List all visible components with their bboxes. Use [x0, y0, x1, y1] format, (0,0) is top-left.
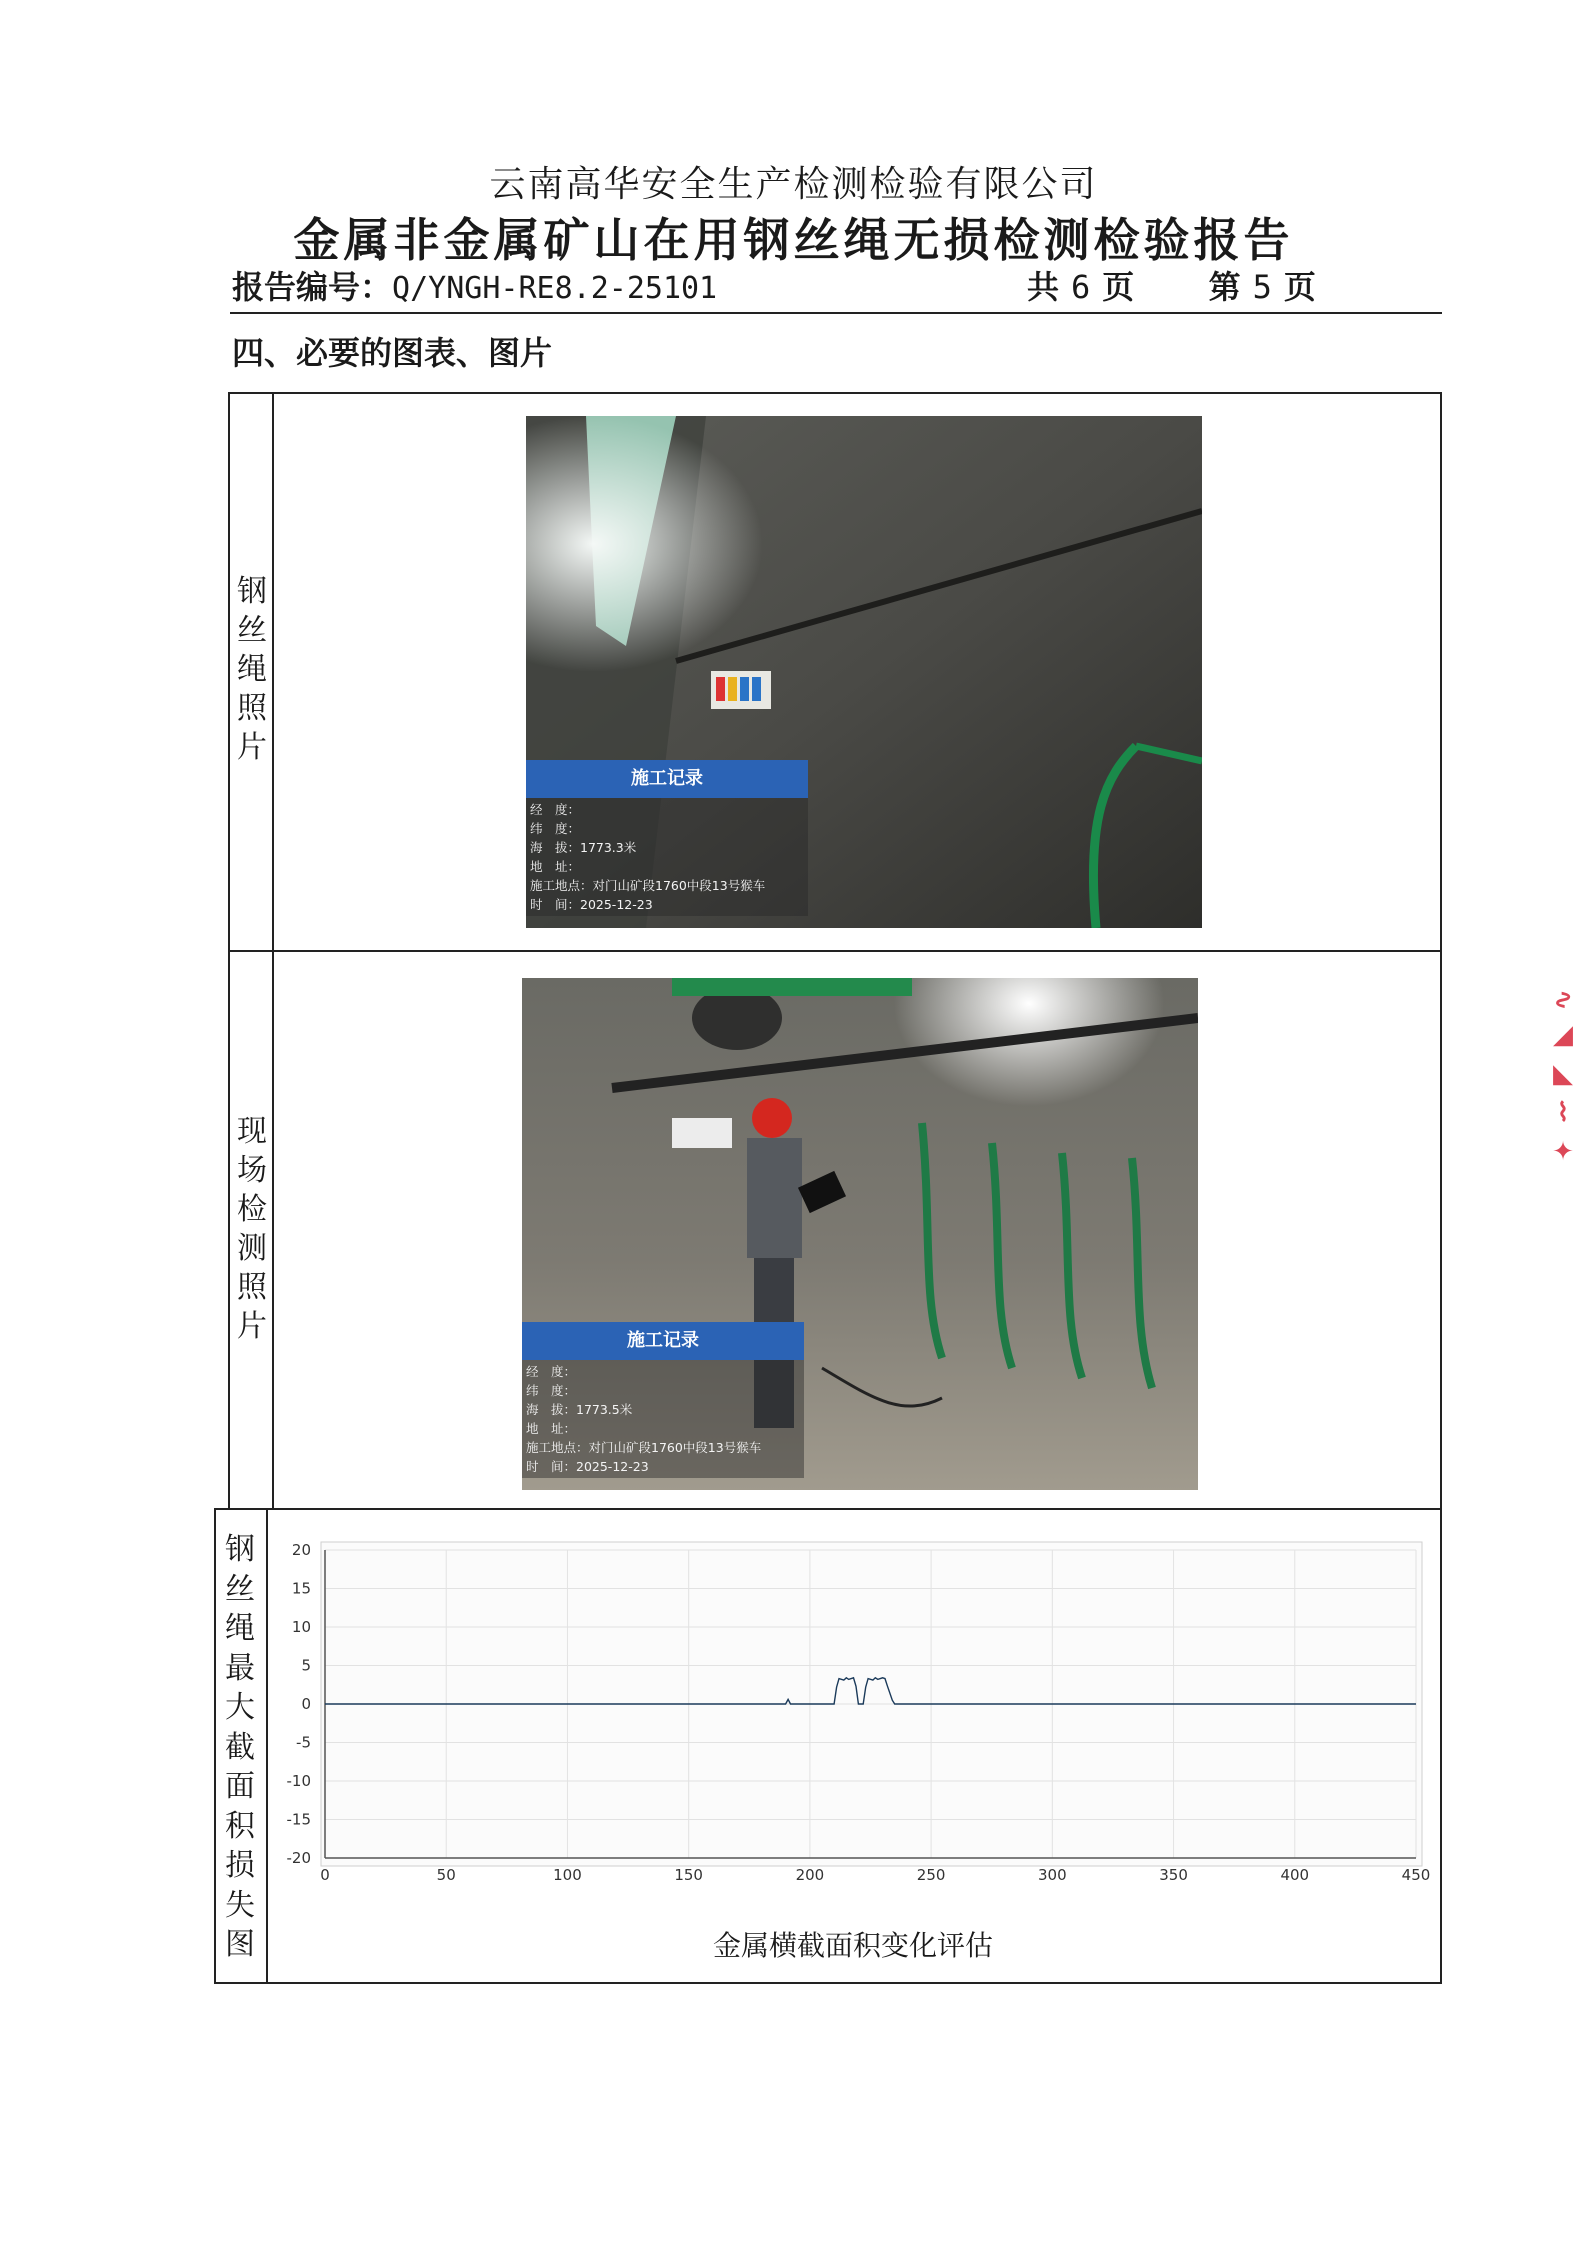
- loss-chart-label: 钢 丝 绳 最 大 截 面 积 损 失 图: [225, 1532, 255, 1962]
- table-left-border-top: [228, 392, 230, 1510]
- company-name: 云南高华安全生产检测检验有限公司: [489, 164, 1098, 205]
- y-tick-label: 5: [301, 1656, 311, 1675]
- section-loss-chart: [270, 1518, 1436, 1898]
- photo2-latitude: 纬 度：: [526, 1383, 577, 1398]
- x-tick-label: 350: [1159, 1866, 1188, 1884]
- rope-photo-label: 钢 丝 绳 照 片: [237, 574, 267, 765]
- table-right-border: [1440, 392, 1442, 1984]
- photo1-address: 地 址：: [530, 859, 581, 874]
- table-left-border-bottom: [214, 1508, 216, 1984]
- photo1-time: 时 间：2025-12-23: [530, 897, 653, 912]
- y-tick-label: -10: [286, 1772, 311, 1790]
- report-number-value: Q/YNGH-RE8.2-25101: [392, 271, 718, 306]
- photo1-longitude: 经 度：: [530, 802, 581, 817]
- photo2-longitude: 经 度：: [526, 1364, 577, 1379]
- site-inspection-photo: [522, 978, 1198, 1490]
- x-tick-label: 100: [553, 1866, 582, 1884]
- total-pages-suffix: 页: [1102, 268, 1135, 306]
- photo2-overlay-fields: [522, 1360, 804, 1478]
- header-rule: [230, 312, 1442, 314]
- photo2-altitude: 海 拔：1773.5米: [526, 1402, 633, 1417]
- x-tick-label: 150: [674, 1866, 703, 1884]
- wire-rope-photo: [526, 416, 1202, 928]
- photo1-overlay-title: 施工记录: [526, 760, 808, 798]
- y-tick-label: -5: [296, 1733, 311, 1752]
- photo1-overlay-fields: [526, 798, 808, 916]
- current-page: 5: [1252, 268, 1272, 306]
- report-number: [232, 262, 717, 308]
- photo1-site: 施工地点：对门山矿段1760中段13号猴车: [530, 878, 766, 893]
- report-number-label: 报告编号：: [232, 268, 393, 306]
- section-title: 四、必要的图表、图片: [232, 334, 553, 372]
- page-indicator: [1027, 262, 1316, 308]
- photo2-site: 施工地点：对门山矿段1760中段13号猴车: [526, 1440, 762, 1455]
- photo1-altitude: 海 拔：1773.3米: [530, 840, 637, 855]
- y-tick-label: 15: [291, 1579, 311, 1598]
- x-tick-label: 450: [1401, 1866, 1431, 1884]
- current-page-suffix: 页: [1283, 268, 1316, 306]
- table-row-divider-1: [228, 950, 1442, 952]
- total-pages: 6: [1071, 268, 1091, 306]
- report-meta: [232, 262, 1432, 306]
- official-seal-stamp: ∿ ◢ ◣ ⌇ ✦: [1548, 989, 1578, 1167]
- label-column-divider-bottom: [266, 1508, 268, 1984]
- chart-x-axis-title: 金属横截面积变化评估: [712, 1929, 993, 1962]
- y-tick-label: 10: [291, 1618, 311, 1636]
- x-tick-label: 200: [795, 1866, 825, 1884]
- x-tick-label: 50: [436, 1866, 456, 1884]
- x-tick-label: 0: [320, 1866, 330, 1884]
- y-tick-label: 0: [301, 1695, 311, 1713]
- report-title: 金属非金属矿山在用钢丝绳无损检测检验报告: [293, 213, 1294, 267]
- x-tick-label: 250: [916, 1866, 946, 1884]
- table-top-border: [228, 392, 1442, 394]
- photo2-time: 时 间：2025-12-23: [526, 1459, 649, 1474]
- photo2-address: 地 址：: [526, 1421, 577, 1436]
- site-photo-label: 现 场 检 测 照 片: [237, 1114, 267, 1344]
- y-tick-label: -20: [286, 1849, 311, 1867]
- total-pages-prefix: 共: [1027, 268, 1060, 306]
- table-row-divider-2: [214, 1508, 1442, 1510]
- x-tick-label: 400: [1280, 1866, 1310, 1884]
- table-bottom-border: [214, 1982, 1442, 1984]
- photo2-overlay-title: 施工记录: [522, 1322, 804, 1360]
- x-tick-label: 300: [1038, 1866, 1067, 1884]
- y-tick-label: -15: [286, 1810, 311, 1829]
- y-tick-label: 20: [291, 1541, 311, 1559]
- current-page-prefix: 第: [1208, 268, 1241, 306]
- label-column-divider-top: [272, 392, 274, 1510]
- photo1-latitude: 纬 度：: [530, 821, 581, 836]
